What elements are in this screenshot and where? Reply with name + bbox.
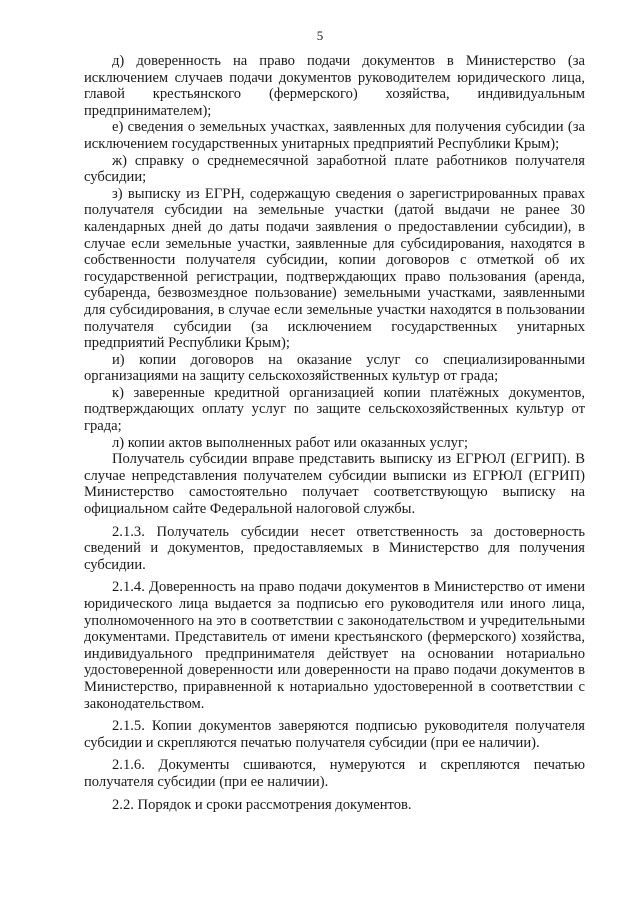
paragraph-2-2: 2.2. Порядок и сроки рассмотрения документов.: [112, 796, 412, 813]
paragraph-item-z: з) выписку из ЕГРН, содержащую сведения о зарегистрированных правах получателя субсидии на земельные участки (датой выдачи не ранее 30 календарных дней до даты подачи заявления о предоставлении субсидии), в случае если земельные участки, заявленные для субсидирования, находятся в собственности получателя субсидии, копии договоров с отметкой об их государственной регистрации, подтверждающих право пользования (аренда, субаренда, безвозмездное пользование) земельными участками, заявленными для субсидирования, в случае если земельные участки находятся в пользовании получателя субсидии (за исключением государственных унитарных предприятий Республики Крым);: [84, 185, 585, 352]
paragraph-item-zh: ж) справку о среднемесячной заработной плате работников получателя субсидии;: [84, 152, 585, 186]
page-number: 5: [316, 28, 324, 43]
paragraph-egrul: Получатель субсидии вправе представить выписку из ЕГРЮЛ (ЕГРИП). В случае непредставления получателем субсидии выписки из ЕГРЮЛ (ЕГРИП) Министерство самостоятельно получает соответствующую выписку на официальном сайте Федеральной налоговой службы.: [84, 451, 585, 518]
paragraph-2-1-6: 2.1.6. Документы сшиваются, нумеруются и скрепляются печатью получателя субсидии (при ее наличии).: [84, 757, 585, 790]
document-body: [84, 53, 585, 813]
paragraph-item-k: к) заверенные кредитной организацией копии платёжных документов, подтверждающих оплату услуг по защите сельскохозяйственных культур от града;: [84, 384, 585, 435]
paragraph-item-e: е) сведения о земельных участках, заявленных для получения субсидии (за исключением государственных унитарных предприятий Республики Крым);: [84, 119, 585, 152]
paragraph-item-d: д) доверенность на право подачи документов в Министерство (за исключением случаев подачи документов руководителем юридического лица, главой крестьянского (фермерского) хозяйства, индивидуальным предпринимателем);: [84, 53, 585, 119]
paragraph-item-l: л) копии актов выполненных работ или оказанных услуг;: [112, 434, 468, 451]
paragraph-2-1-5: 2.1.5. Копии документов заверяются подписью руководителя получателя субсидии и скрепляются печатью получателя субсидии (при ее наличии).: [84, 718, 585, 751]
paragraph-item-i: и) копии договоров на оказание услуг со специализированными организациями на защиту сельскохозяйственных культур от града;: [84, 351, 585, 385]
paragraph-2-1-4: 2.1.4. Доверенность на право подачи документов в Министерство от имени юридического лица выдается за подписью его руководителя или иного лица, уполномоченного на это в соответствии с законодательством и учредительными документами. Представитель от имени крестьянского (фермерского) хозяйства, индивидуального предпринимателя действует на основании нотариально удостоверенной доверенности или доверенности на право подачи документов в Министерство, приравненной к нотариально удостоверенной в соответствии с законодательством.: [84, 579, 585, 712]
paragraph-2-1-3: 2.1.3. Получатель субсидии несет ответственность за достоверность сведений и документов, предоставляемых в Министерство для получения субсидии.: [84, 523, 585, 573]
